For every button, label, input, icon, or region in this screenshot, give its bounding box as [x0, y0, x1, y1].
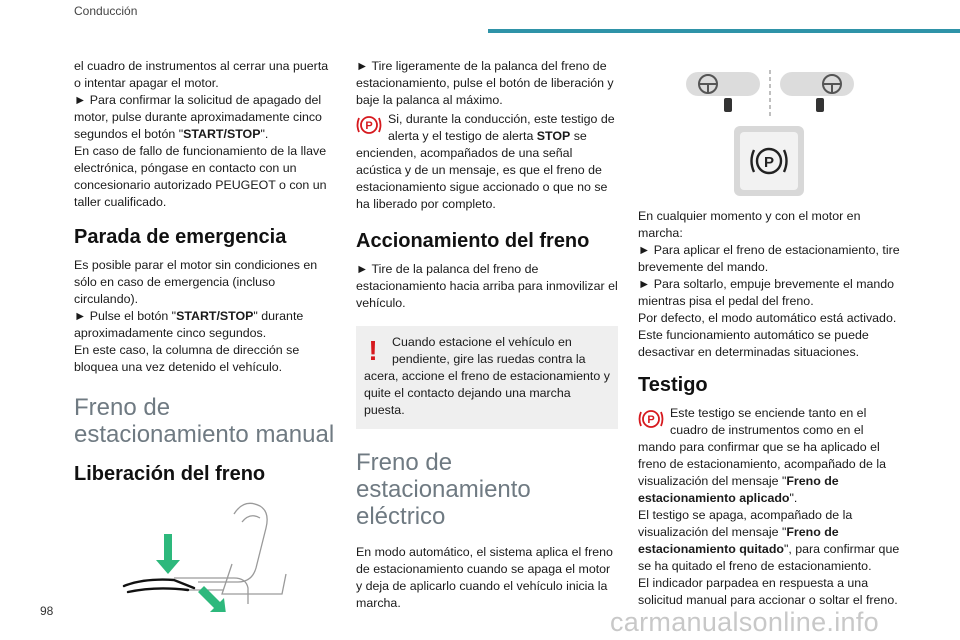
section-title-manual-parking-brake: Freno de estacionamiento manual: [74, 394, 335, 448]
paragraph: En modo automático, el sistema aplica el freno de estacionamiento cuando se apaga el motor y deja de aplicarlo cuando el vehículo inicia la marcha.: [356, 545, 613, 610]
page-number: 98: [40, 604, 54, 618]
watermark: carmanualsonline.info: [610, 607, 879, 637]
heading-emergency-stop: Parada de emergencia: [74, 226, 287, 248]
paragraph: El indicador parpadea en respuesta a una solicitud manual para accionar o soltar el freno.: [638, 576, 898, 607]
column-3: [638, 58, 902, 609]
paragraph: ► Para aplicar el freno de estacionamiento, tire brevemente del mando.: [638, 243, 900, 274]
column-2: [356, 58, 618, 612]
section-title-electric-parking-brake: Freno de estacionamiento eléctrico: [356, 449, 531, 530]
column-1: [74, 58, 336, 612]
paragraph: ► Pulse el botón "START/STOP" durante aproximadamente cinco segundos.: [74, 309, 304, 340]
page-section-title: Conducción: [74, 4, 138, 18]
paragraph: ► Tire ligeramente de la palanca del freno de estacionamiento, pulse el botón de liberación y baje la palanca al máximo.: [356, 59, 614, 107]
hand-brake-release-illustration: [114, 494, 294, 612]
paragraph: ► Para confirmar la solicitud de apagado del motor, pulse durante aproximadamente cinco segundos el botón "START/STOP".: [74, 93, 322, 141]
paragraph: En caso de fallo de funcionamiento de la llave electrónica, póngase en contacto con un concesionario autorizado PEUGEOT o con un taller cualificado.: [74, 144, 327, 209]
warning-note-box: [356, 326, 618, 429]
warning-exclamation-icon: !: [368, 335, 378, 366]
svg-text:P: P: [647, 414, 655, 426]
paragraph: P Si, durante la conducción, este testigo de alerta y el testigo de alerta STOP se encienden, acompañados de una señal acústica y de un mensaje, es que el freno de estacionamiento sigue accionado o que no se ha liberado por completo.: [356, 112, 615, 211]
parking-brake-warning-icon: [638, 407, 664, 431]
paragraph: En este caso, la columna de dirección se bloquea una vez detenido el vehículo.: [74, 343, 300, 374]
svg-text:P: P: [763, 154, 775, 171]
paragraph: Es posible parar el motor sin condiciones en sólo en caso de emergencia (incluso circulando).: [74, 258, 318, 306]
heading-brake-release: Liberación del freno: [74, 463, 266, 485]
parking-brake-button-illustration: [638, 124, 902, 198]
paragraph: ► Para soltarlo, empuje brevemente el mando mientras pisa el pedal del freno.: [638, 277, 895, 308]
header-accent-bar: [488, 29, 960, 33]
paragraph: En cualquier momento y con el motor en marcha:: [638, 209, 861, 240]
svg-text:P: P: [365, 120, 373, 132]
heading-warning-lamp: Testigo: [638, 374, 708, 396]
paragraph: ► Tire de la palanca del freno de estacionamiento hacia arriba para inmovilizar el vehículo.: [356, 262, 618, 310]
paragraph: Por defecto, el modo automático está activado.: [638, 311, 897, 325]
paragraph: Este funcionamiento automático se puede desactivar en determinadas situaciones.: [638, 328, 869, 359]
dashboard-steering-illustration: [638, 66, 902, 124]
paragraph: P Este testigo se enciende tanto en el cuadro de instrumentos como en el mando para confirmar que se ha aplicado el freno de estacionamiento, acompañado de la visualización del mensaje "Freno de estacionamiento aplicado".: [638, 406, 886, 505]
heading-brake-apply: Accionamiento del freno: [356, 230, 590, 252]
parking-brake-warning-icon: [356, 113, 382, 137]
warning-text: Cuando estacione el vehículo en pendiente, gire las ruedas contra la acera, accione el freno de estacionamiento y quite el contacto dejando una marcha puesta.: [364, 335, 610, 417]
paragraph: El testigo se apaga, acompañado de la visualización del mensaje "Freno de estacionamiento quitado", para confirmar que se ha quitado el freno de estacionamiento.: [638, 508, 900, 573]
paragraph: el cuadro de instrumentos al cerrar una puerta o intentar apagar el motor.: [74, 59, 329, 90]
